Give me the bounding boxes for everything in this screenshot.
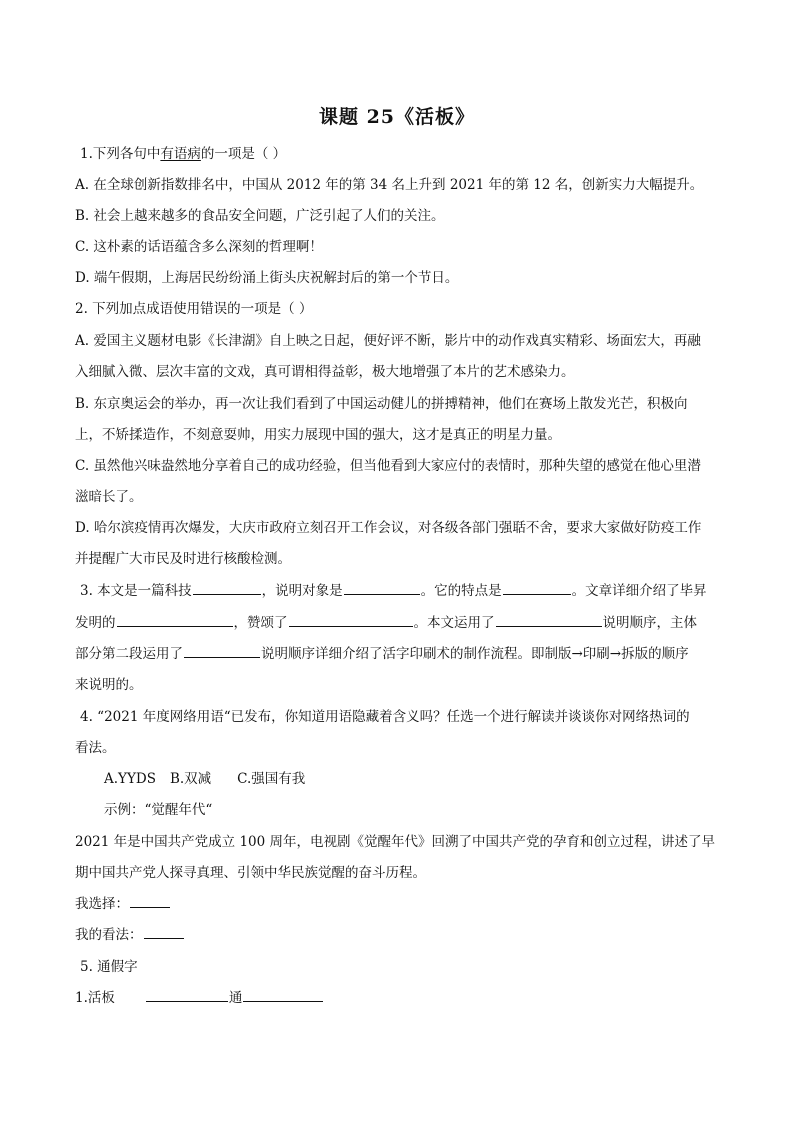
q3-blank-invention[interactable]	[117, 612, 233, 627]
q4-choice	[75, 893, 722, 915]
q5-blank-char[interactable]	[146, 987, 228, 1002]
q3-line3	[75, 643, 722, 665]
q3-text-7: 。本文运用了	[413, 615, 495, 631]
q1-stem	[80, 143, 722, 165]
q3-text-4: 。文章详细介绍了毕昇	[571, 583, 707, 599]
q3-line2	[75, 612, 722, 634]
q3-line4: 来说明的。	[75, 677, 143, 693]
q1-option-d: D. 端午假期，上海居民纷纷涌上街头庆祝解封后的第一个节日。	[75, 270, 459, 286]
q4-opinion	[75, 924, 722, 946]
q4-example-line2: 期中国共产党人探寻真理、引领中华民族觉醒的奋斗历程。	[75, 865, 426, 881]
q4-options	[104, 768, 722, 790]
q2-option-b-line2: 上，不矫揉造作，不刻意耍帅，用实力展现中国的强大，这才是真正的明星力量。	[75, 427, 561, 443]
q3-text-9: 部分第二段运用了	[75, 646, 183, 662]
q3-text-2: ，说明对象是	[261, 583, 343, 599]
q4-opinion-label: 我的看法：	[75, 927, 143, 943]
q4-opinion-blank[interactable]	[144, 924, 184, 939]
q2-option-c-line1: C. 虽然他兴味盎然地分享着自己的成功经验，但当他看到大家应付的表情时，那种失望的感觉在他心里潜	[75, 458, 701, 474]
q2-option-a-line1: A. 爱国主义题材电影《长津湖》自上映之日起，便好评不断，影片中的动作戏真实精彩、场面宏大，再融	[75, 333, 701, 349]
q3-line1	[80, 580, 722, 602]
q3-blank-feature[interactable]	[503, 580, 571, 595]
q4-stem-line1: 4. “2021 年度网络用语“已发布，你知道用语隐藏着含义吗？任选一个进行解读并谈谈你对网络热词的	[80, 709, 690, 725]
q4-example-line1: 2021 年是中国共产党成立 100 周年，电视剧《觉醒年代》回溯了中国共产党的孕育和创立过程，讲述了早	[75, 834, 715, 850]
q2-stem: 2. 下列加点成语使用错误的一项是（ ）	[75, 301, 313, 317]
page-title: 课题 25《活板》	[318, 106, 476, 128]
q2-option-c-line2: 滋暗长了。	[75, 489, 143, 505]
q4-stem-line2: 看法。	[75, 740, 116, 756]
q1-option-c: C. 这朴素的话语蕴含多么深刻的哲理啊！	[75, 239, 323, 255]
q5-tong-label: 通	[228, 990, 243, 1006]
q3-text-5: 发明的	[75, 615, 116, 631]
q3-text-6: ，赞颂了	[233, 615, 288, 631]
q4-option-a: A.YYDS	[104, 771, 156, 787]
q4-choice-blank[interactable]	[130, 893, 170, 908]
q3-text-3: 。它的特点是	[420, 583, 502, 599]
q5-item-1	[75, 987, 722, 1009]
q2-option-a-line2: 入细腻入微、层次丰富的文戏，真可谓相得益彰，极大地增强了本片的艺术感染力。	[75, 364, 575, 380]
q4-option-c: C.强国有我	[237, 771, 306, 787]
q3-blank-order[interactable]	[496, 612, 602, 627]
q2-option-b-line1: B. 东京奥运会的举办，再一次让我们看到了中国运动健儿的拼搏精神，他们在赛场上散发光芒，积极向	[75, 396, 688, 412]
q3-text-10: 说明顺序详细介绍了活字印刷术的制作流程。即制版→印刷→拆版的顺序	[261, 646, 689, 662]
q5-blank-meaning[interactable]	[243, 987, 323, 1002]
q4-choice-label: 我选择：	[75, 896, 129, 912]
q5-stem: 5. 通假字	[80, 959, 138, 975]
q3-blank-object[interactable]	[344, 580, 420, 595]
q1-option-b: B. 社会上越来越多的食品安全问题，广泛引起了人们的关注。	[75, 208, 445, 224]
q3-text-1: 3. 本文是一篇科技	[80, 583, 192, 599]
q1-option-a: A. 在全球创新指数排名中，中国从 2012 年的第 34 名上升到 2021 年的第 12 名，创新实力大幅提升。	[75, 177, 704, 193]
q3-text-8: 说明顺序，主体	[602, 615, 697, 631]
q4-example-label: 示例：“觉醒年代“	[104, 802, 213, 818]
q1-stem-end: 的一项是（ ）	[200, 146, 287, 162]
q5-item-label: 1.活板	[75, 990, 115, 1006]
q1-stem-text: 1.下列各句中	[80, 146, 161, 162]
q3-blank-genre[interactable]	[193, 580, 261, 595]
q2-option-d-line2: 并提醒广大市民及时进行核酸检测。	[75, 551, 291, 567]
q4-option-b: B.双减	[169, 771, 212, 787]
q3-blank-praise[interactable]	[289, 612, 413, 627]
q3-blank-order-2[interactable]	[184, 643, 260, 658]
q2-option-d-line1: D. 哈尔滨疫情再次爆发，大庆市政府立刻召开工作会议，对各级各部门强聒不舍，要求大家做好防疫工作	[75, 520, 702, 536]
q1-underlined-term: 有语病	[160, 146, 201, 162]
